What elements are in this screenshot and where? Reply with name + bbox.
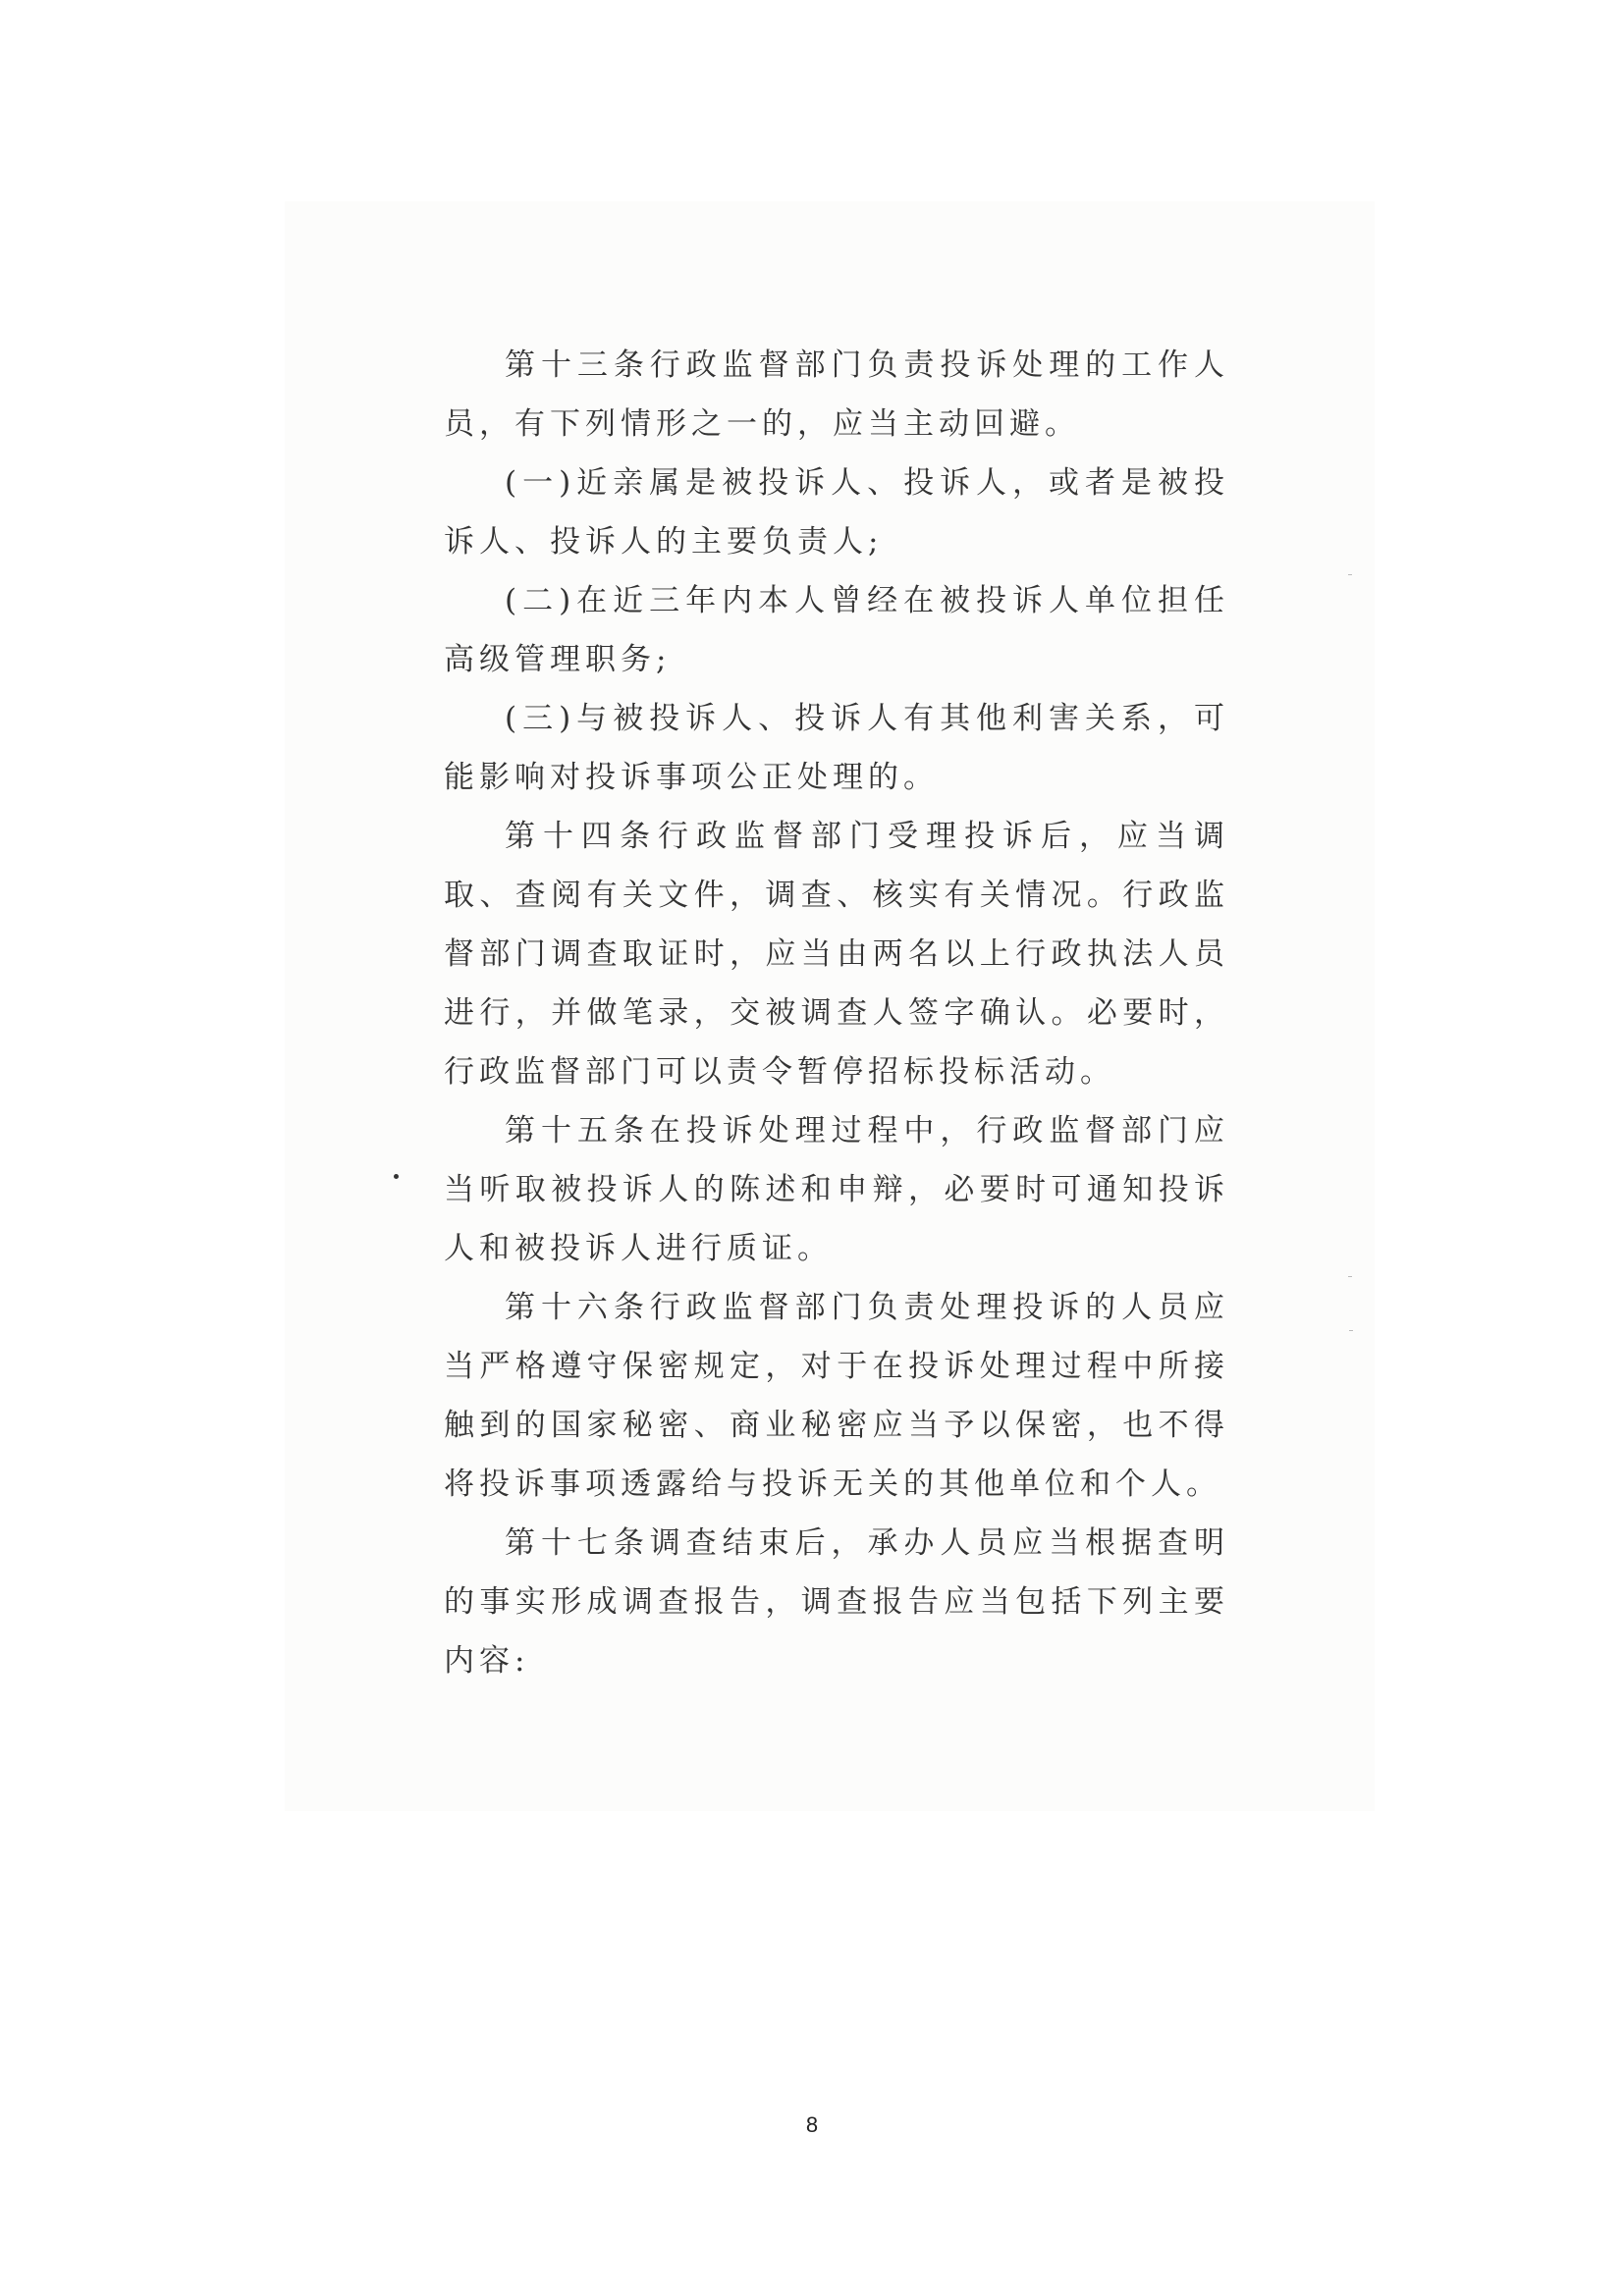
scan-speck — [1348, 574, 1352, 575]
scan-speck — [394, 1174, 399, 1179]
paragraph-article-13: 第十三条行政监督部门负责投诉处理的工作人员，有下列情形之一的，应当主动回避。 — [444, 347, 1229, 442]
paragraph-article-15: 第十五条在投诉处理过程中，行政监督部门应当听取被投诉人的陈述和申辩，必要时可通知投诉人和被投诉人进行质证。 — [444, 1113, 1229, 1266]
document-body — [444, 336, 1229, 1690]
paragraph-item-3: (三)与被投诉人、投诉人有其他利害关系，可能影响对投诉事项公正处理的。 — [444, 701, 1229, 795]
paragraph-article-16: 第十六条行政监督部门负责处理投诉的人员应当严格遵守保密规定，对于在投诉处理过程中所接触到的国家秘密、商业秘密应当予以保密，也不得将投诉事项透露给与投诉无关的其他单位和个人。 — [444, 1290, 1229, 1502]
scan-speck — [1348, 1276, 1352, 1277]
scan-speck — [1349, 1330, 1353, 1331]
paragraph-item-1: (一)近亲属是被投诉人、投诉人，或者是被投诉人、投诉人的主要负责人; — [444, 465, 1229, 560]
paragraph-item-2: (二)在近三年内本人曾经在被投诉人单位担任高级管理职务; — [444, 583, 1229, 677]
paragraph-article-17: 第十七条调查结束后，承办人员应当根据查明的事实形成调查报告，调查报告应当包括下列主要内容: — [444, 1525, 1229, 1679]
paragraph-article-14: 第十四条行政监督部门受理投诉后，应当调取、查阅有关文件，调查、核实有关情况。行政监督部门调查取证时，应当由两名以上行政执法人员进行，并做笔录，交被调查人签字确认。必要时，行政监督部门可以责令暂停招标投标活动。 — [444, 819, 1229, 1090]
page-number: 8 — [805, 2112, 819, 2137]
